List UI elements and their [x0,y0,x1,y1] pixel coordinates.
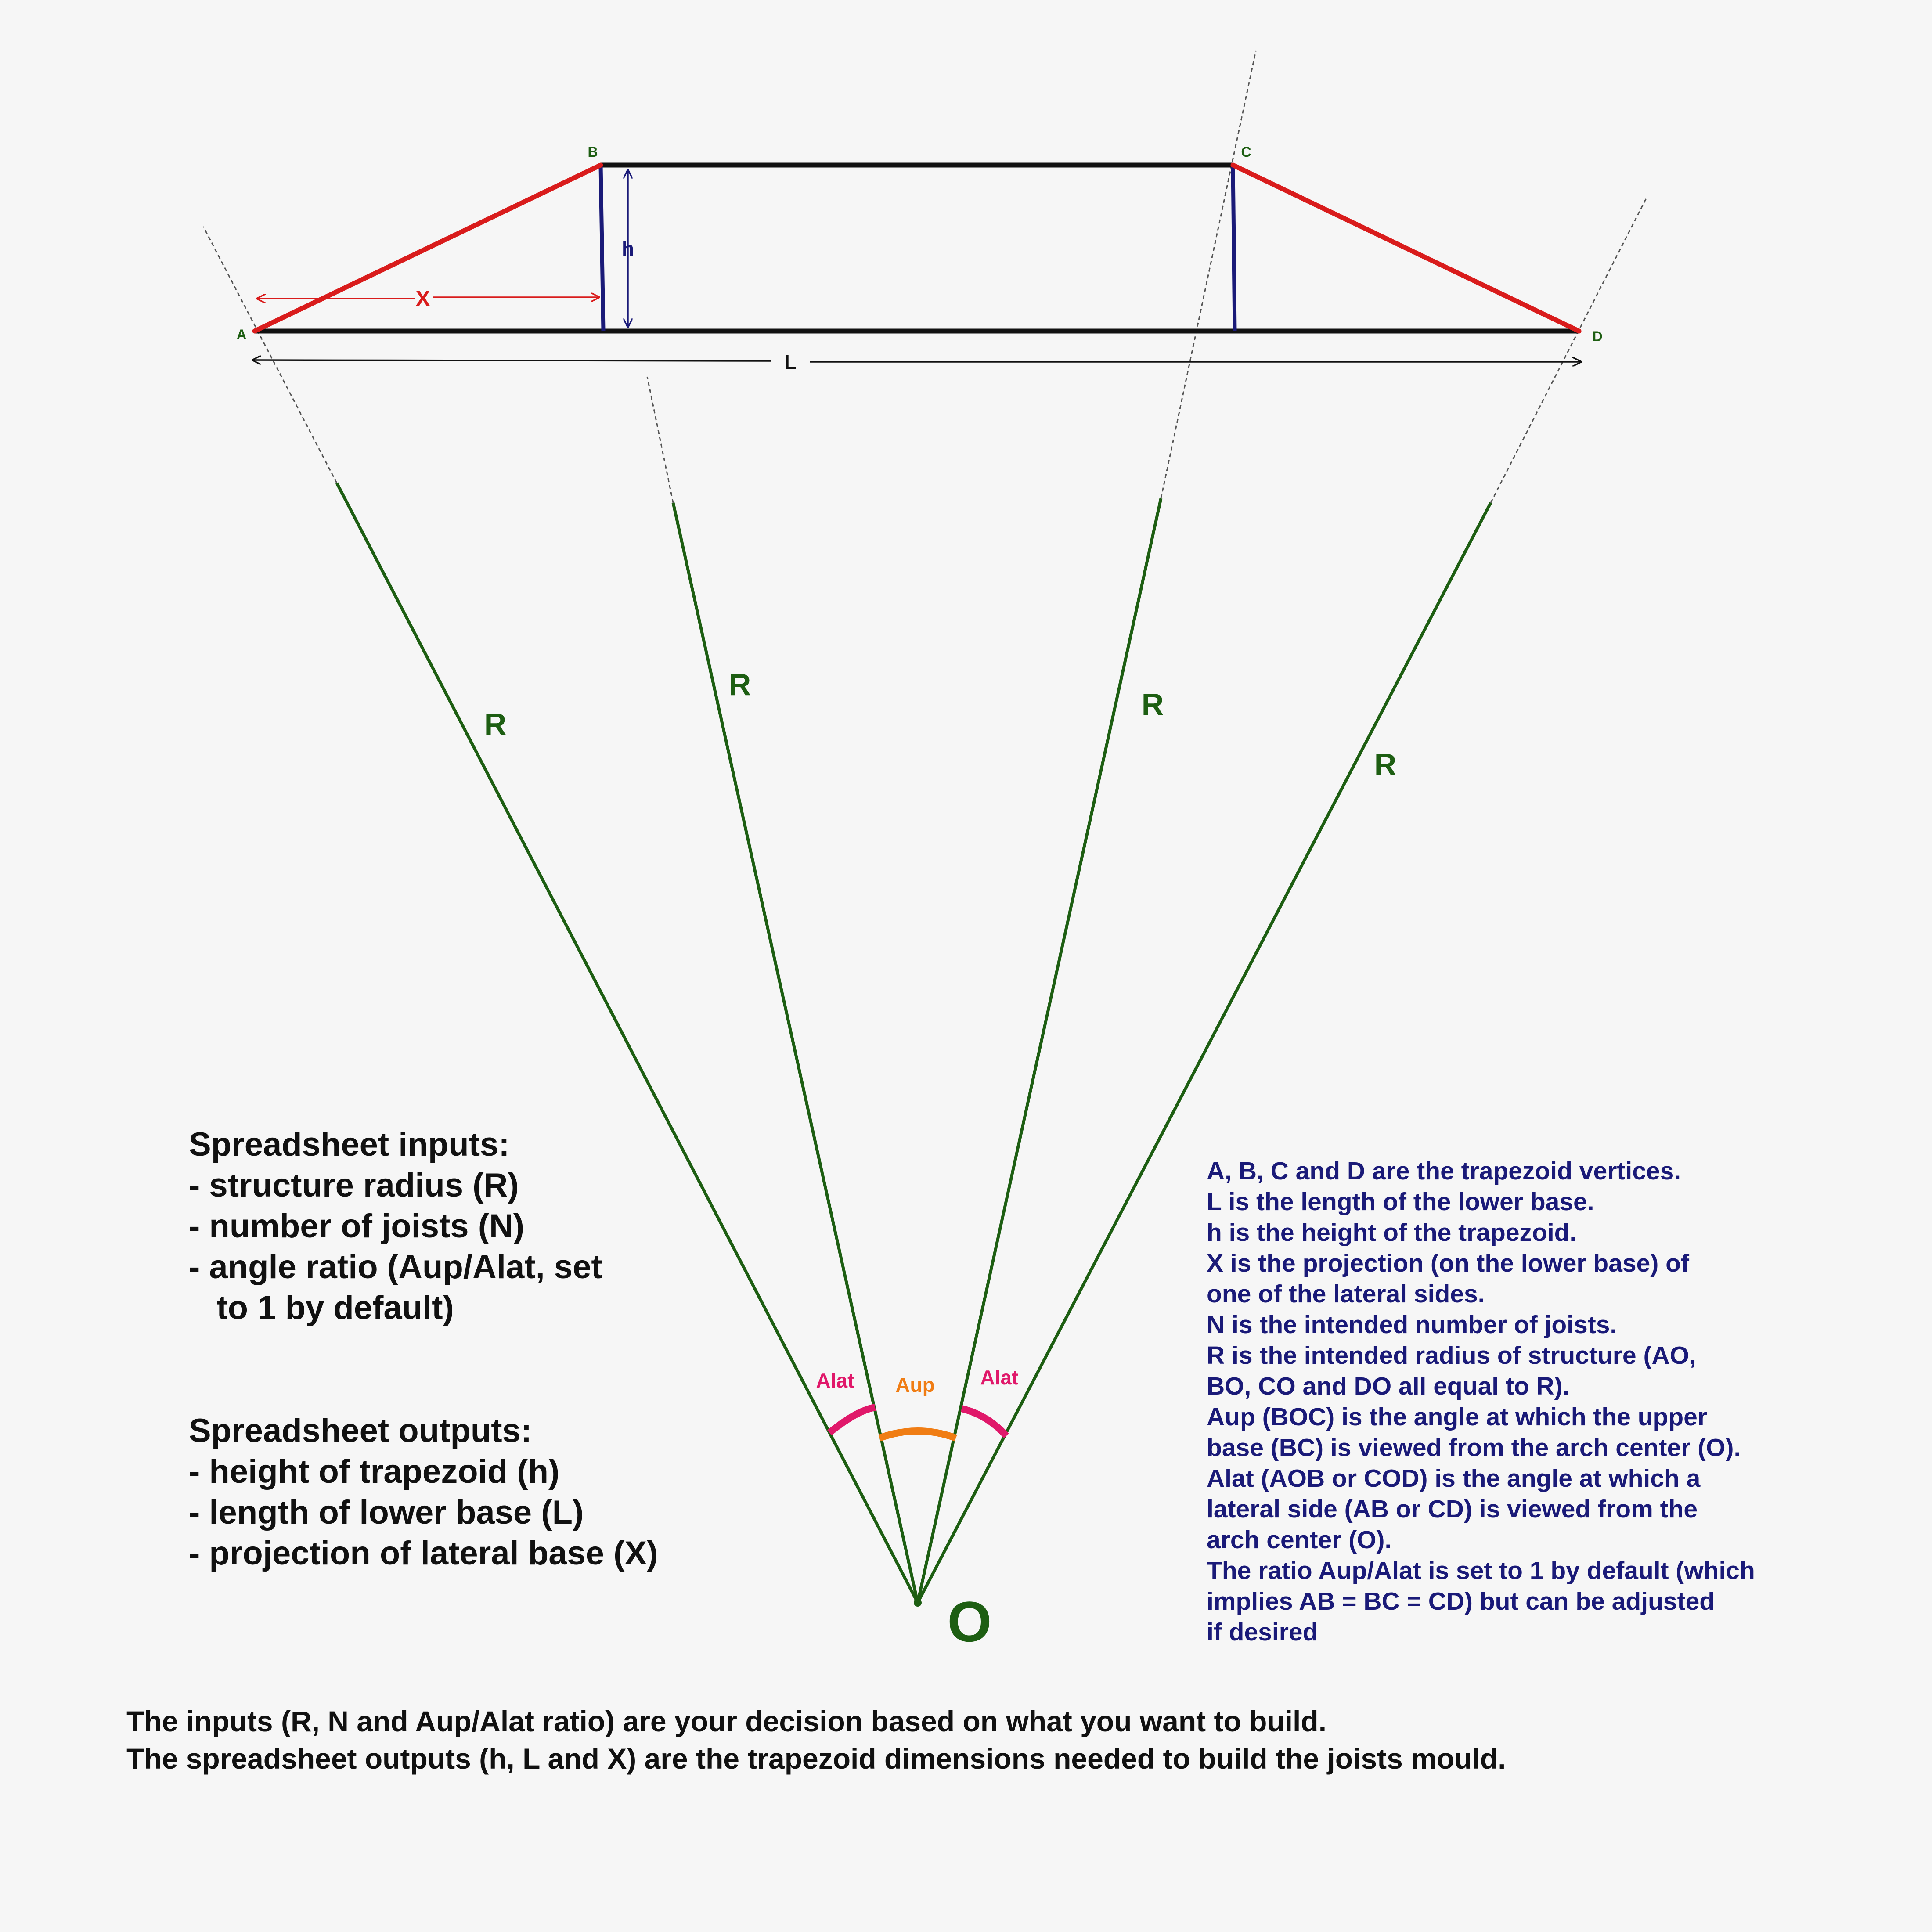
height-line-c [1233,165,1235,331]
note-line: arch center (O). [1207,1526,1392,1554]
footer-text [126,1703,1506,1777]
alat-right-label: Alat [980,1366,1019,1389]
explanation-notes [1207,1156,1755,1647]
vertex-label-d: D [1592,328,1603,344]
outputs-item: - projection of lateral base (X) [189,1535,658,1572]
vertex-label-c: C [1241,144,1251,160]
note-line: N is the intended number of joists. [1207,1311,1617,1339]
inputs-item: - number of joists (N) [189,1208,525,1245]
note-line: R is the intended radius of structure (AO, [1207,1341,1696,1370]
note-line: lateral side (AB or CD) is viewed from the [1207,1495,1698,1523]
footer-line: The inputs (R, N and Aup/Alat ratio) are your decision based on what you want to build. [126,1705,1327,1737]
inputs-item: to 1 by default) [189,1289,454,1326]
l-label: L [784,351,797,374]
l-dimension-arrow-left [253,360,771,361]
h-label: h [621,237,634,260]
aup-label: Aup [895,1373,935,1396]
note-line: one of the lateral sides. [1207,1280,1485,1308]
note-line: implies AB = BC = CD) but can be adjusted [1207,1587,1715,1615]
x-label: X [415,286,430,311]
radius-label-do: R [1374,747,1397,782]
vertex-label-o: O [947,1590,992,1654]
note-line: X is the projection (on the lower base) of [1207,1249,1689,1277]
note-line: if desired [1207,1618,1318,1646]
note-line: Alat (AOB or COD) is the angle at which a [1207,1464,1701,1492]
radius-label-co: R [1141,687,1164,721]
inputs-item: - structure radius (R) [189,1167,519,1204]
outputs-item: - height of trapezoid (h) [189,1453,560,1490]
note-line: A, B, C and D are the trapezoid vertices. [1207,1157,1681,1185]
note-line: The ratio Aup/Alat is set to 1 by default (which [1207,1557,1755,1585]
inputs-title: Spreadsheet inputs: [189,1126,510,1163]
note-line: h is the height of the trapezoid. [1207,1218,1577,1247]
outputs-item: - length of lower base (L) [189,1494,584,1531]
center-point [914,1599,922,1607]
guide-a [203,227,337,483]
outputs-title: Spreadsheet outputs: [189,1412,532,1449]
note-line: L is the length of the lower base. [1207,1188,1594,1216]
vertex-label-a: A [236,327,247,342]
lateral-side-cd [1233,165,1579,331]
alat-left-label: Alat [816,1369,854,1392]
guide-c [1161,51,1256,498]
inputs-item: - angle ratio (Aup/Alat, set [189,1248,602,1286]
guide-b [647,377,673,503]
note-line: base (BC) is viewed from the arch center (O). [1207,1434,1741,1462]
alat-right-arc [962,1409,1006,1436]
spreadsheet-inputs [189,1124,602,1328]
note-line: Aup (BOC) is the angle at which the upper [1207,1403,1708,1431]
spreadsheet-outputs [189,1410,658,1574]
radius-label-ao: R [484,707,507,741]
footer-line: The spreadsheet outputs (h, L and X) are the trapezoid dimensions needed to build the joists mould. [126,1742,1506,1775]
guide-d [1491,198,1647,503]
height-line-b [601,165,603,331]
vertex-label-b: B [588,144,598,160]
alat-left-arc [829,1407,875,1433]
note-line: BO, CO and DO all equal to R). [1207,1372,1570,1400]
radius-extension-guides [203,51,1647,503]
radius-label-bo: R [728,667,751,702]
aup-arc [879,1431,956,1438]
